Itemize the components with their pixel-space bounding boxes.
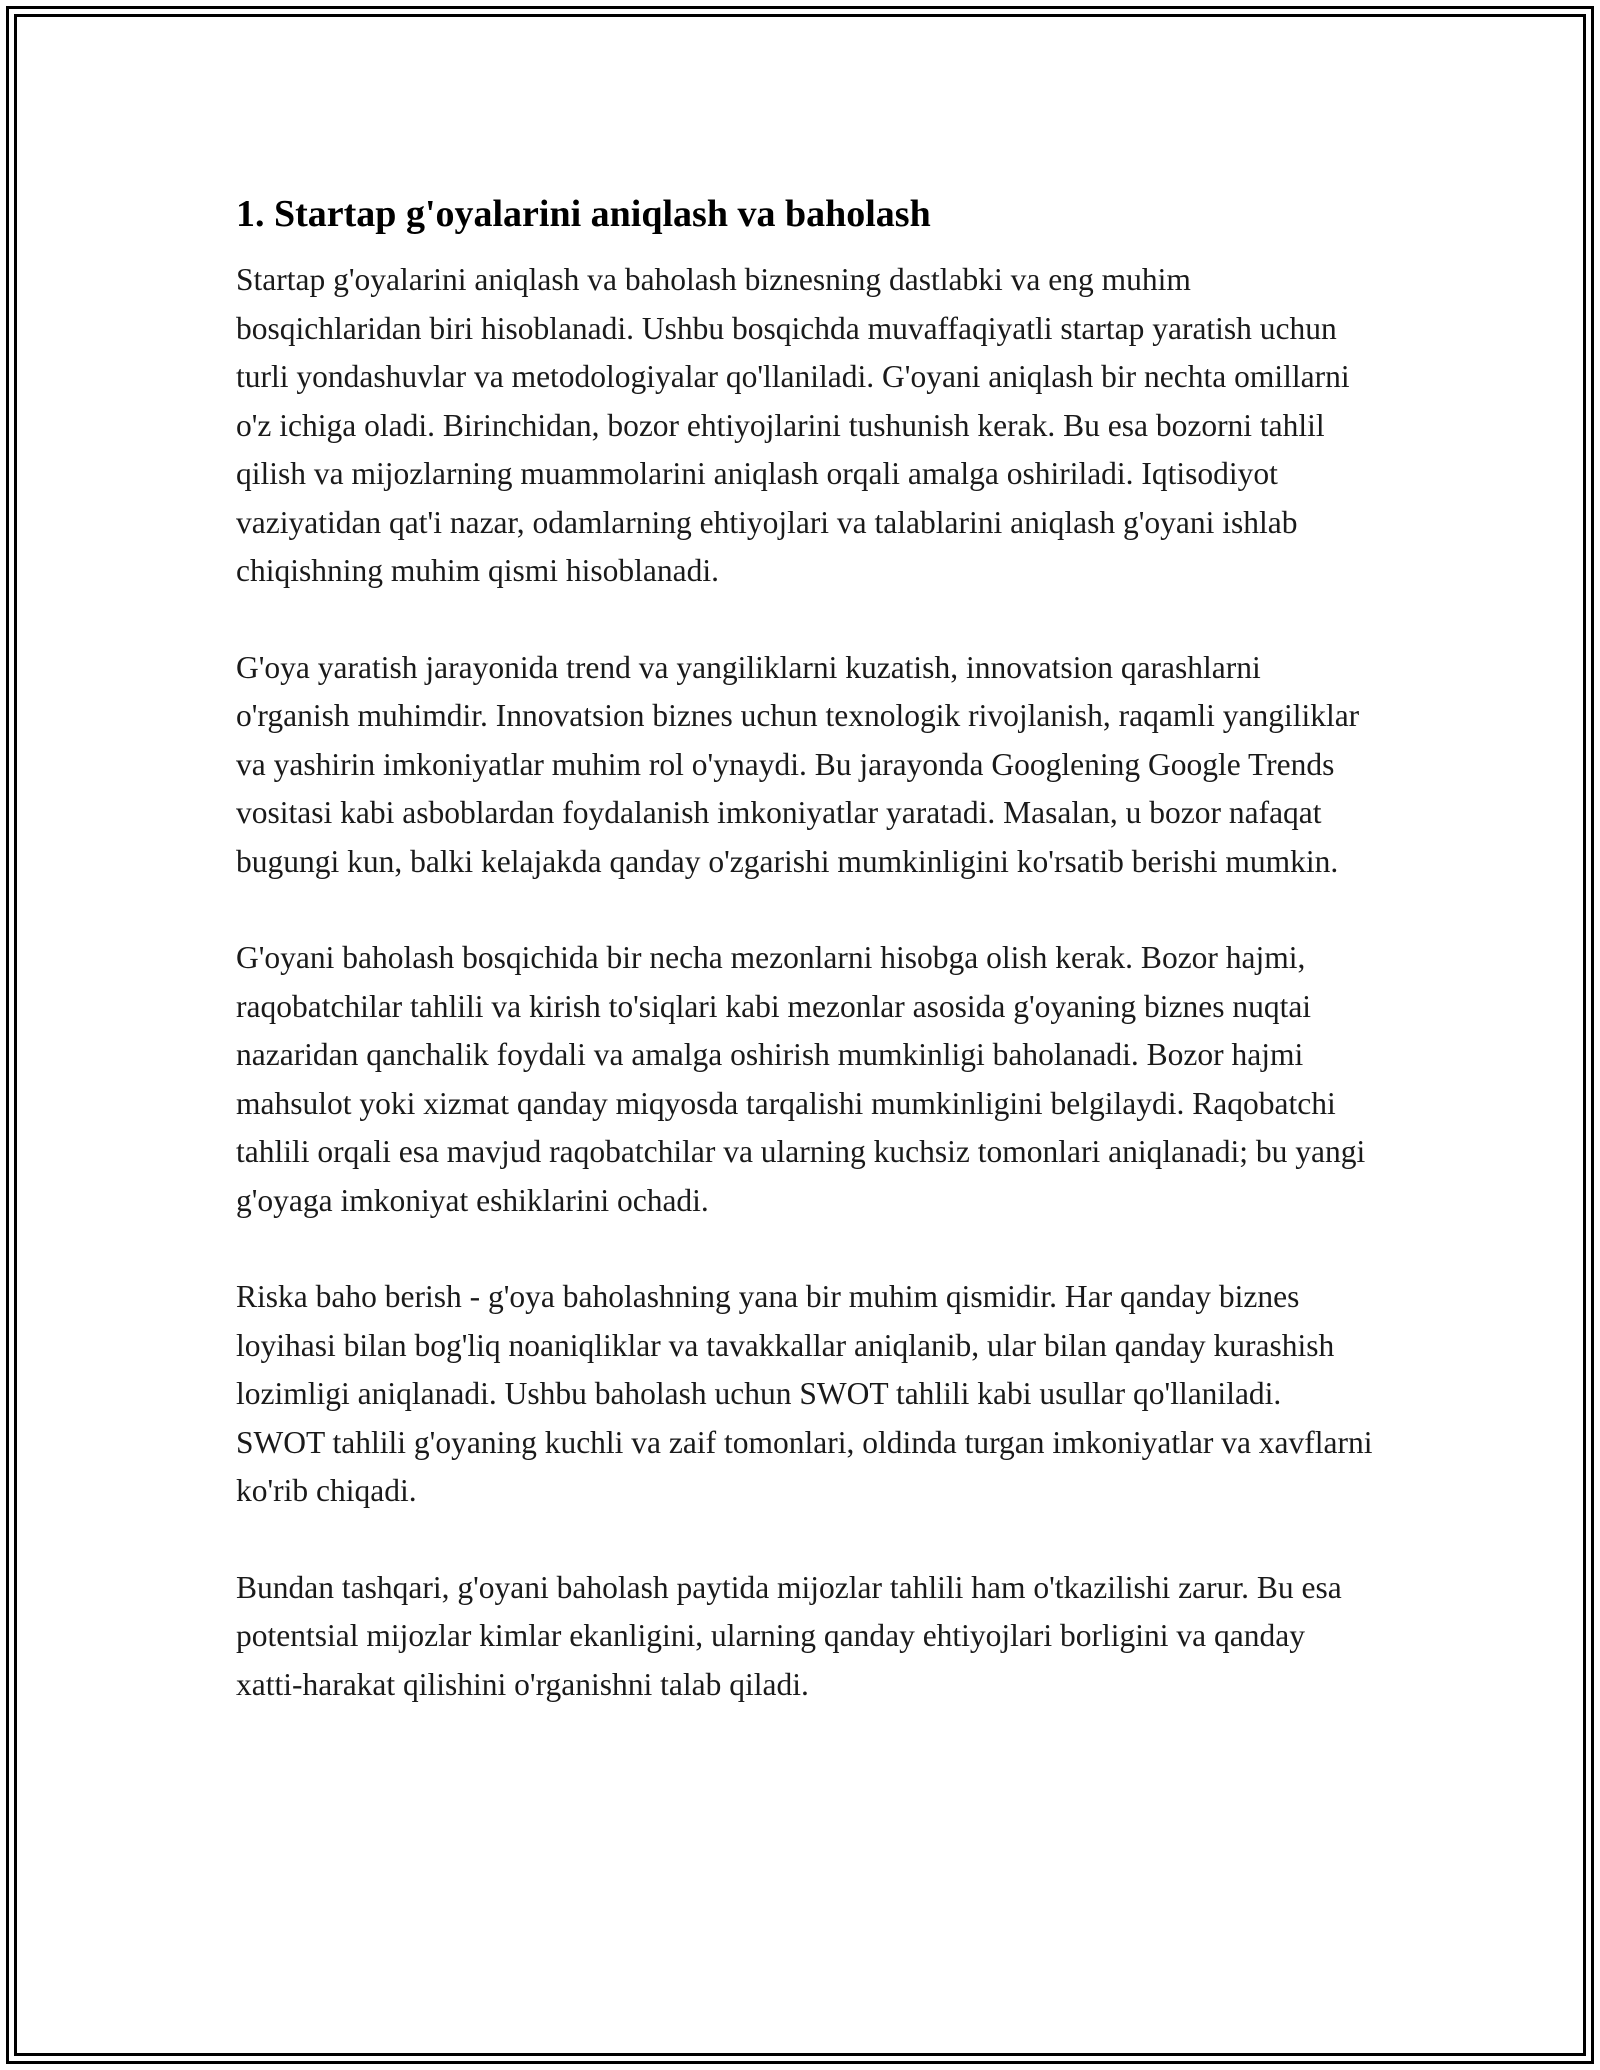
document-body (236, 182, 1376, 1757)
paragraph-1: Startap g'oyalarini aniqlash va baholash biznesning dastlabki va eng muhim bosqichlaridan biri hisoblanadi. Ushbu bosqichda muvaffaqiyatli startap yaratish uchun turli yondashuvlar va metodologiyalar qo'llaniladi. G'oyani aniqlash bir nechta omillarni o'z ichiga oladi. Birinchidan, bozor ehtiyojlarini tushunish kerak. Bu esa bozorni tahlil qilish va mijozlarning muammolarini aniqlash orqali amalga oshiriladi. Iqtisodiyot vaziyatidan qat'i nazar, odamlarning ehtiyojlari va talablarini aniqlash g'oyani ishlab chiqishning muhim qismi hisoblanadi. (236, 262, 1350, 588)
section-heading: 1. Startap g'oyalarini aniqlash va baholash (236, 193, 931, 235)
paragraph-5: Bundan tashqari, g'oyani baholash paytida mijozlar tahlili ham o'tkazilishi zarur. Bu esa potentsial mijozlar kimlar ekanligini, ularning qanday ehtiyojlari borligini va qanday xatti-harakat qilishini o'rganishni talab qiladi. (236, 1569, 1342, 1702)
paragraph-4: Riska baho berish - g'oya baholashning yana bir muhim qismidir. Har qanday biznes loyihasi bilan bog'liq noaniqliklar va tavakkallar aniqlanib, ular bilan qanday kurashish lozimligi aniqlanadi. Ushbu baholash uchun SWOT tahlili kabi usullar qo'llaniladi. SWOT tahlili g'oyaning kuchli va zaif tomonlari, oldinda turgan imkoniyatlar va xavflarni ko'rib chiqadi. (236, 1279, 1373, 1508)
paragraph-3: G'oyani baholash bosqichida bir necha mezonlarni hisobga olish kerak. Bozor hajmi, raqobatchilar tahlili va kirish to'siqlari kabi mezonlar asosida g'oyaning biznes nuqtai nazaridan qanchalik foydali va amalga oshirish mumkinligi baholanadi. Bozor hajmi mahsulot yoki xizmat qanday miqyosda tarqalishi mumkinligini belgilaydi. Raqobatchi tahlili orqali esa mavjud raqobatchilar va ularning kuchsiz tomonlari aniqlanadi; bu yangi g'oyaga imkoniyat eshiklarini ochadi. (236, 940, 1366, 1218)
paragraph-2: G'oya yaratish jarayonida trend va yangiliklarni kuzatish, innovatsion qarashlarni o'rganish muhimdir. Innovatsion biznes uchun texnologik rivojlanish, raqamli yangiliklar va yashirin imkoniyatlar muhim rol o'ynaydi. Bu jarayonda Googlening Google Trends vositasi kabi asboblardan foydalanish imkoniyatlar yaratadi. Masalan, u bozor nafaqat bugungi kun, balki kelajakda qanday o'zgarishi mumkinligini ko'rsatib berishi mumkin. (236, 649, 1360, 879)
